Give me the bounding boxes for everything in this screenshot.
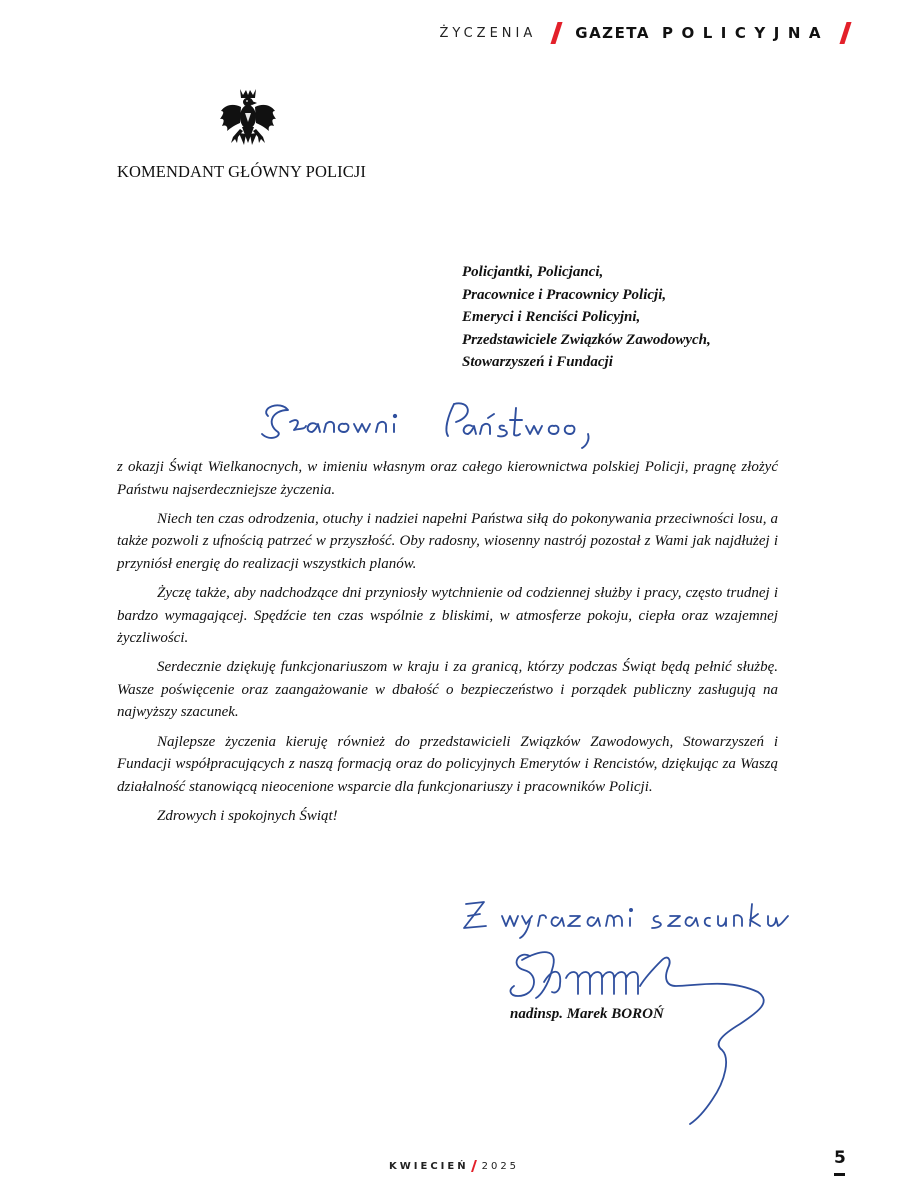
handwritten-signature <box>500 940 790 1130</box>
addressee-line: Stowarzyszeń i Fundacji <box>462 354 613 370</box>
section-label: ŻYCZENIA <box>439 25 537 41</box>
handwritten-closing <box>458 894 828 946</box>
footer-year: 2025 <box>481 1160 520 1172</box>
footer-month: KWIECIEŃ <box>389 1160 469 1172</box>
page-number-underline <box>834 1173 845 1176</box>
addressee-line: Pracownice i Pracownicy Policji, <box>462 286 667 303</box>
addressee-line: Emeryci i Renciści Policyjni, <box>462 309 641 325</box>
page-footer <box>389 1160 519 1172</box>
accent-slash-end <box>839 22 851 44</box>
addressee-block <box>462 261 711 374</box>
body-paragraph: Serdecznie dziękuję funkcjonariuszom w kraju i za granicą, którzy podczas Świąt będą pełnić służbę. Wasze poświęcenie oraz zaangażowanie w dbałość o bezpieczeństwo i porządek publiczny zasługują na najwyższy szacunek. <box>117 659 778 721</box>
body-paragraph: Życzę także, aby nadchodzące dni przyniosły wytchnienie od codziennej służby i pracy, często trudnej i bardzo wymagającej. Spędźcie ten czas wspólnie z bliskimi, w atmosferze pokoju, ciepła oraz wzajemnej życzliwości. <box>117 584 778 647</box>
signer-name: nadinsp. Marek BOROŃ <box>510 1006 664 1022</box>
page-header <box>439 22 848 44</box>
body-paragraph: Niech ten czas odrodzenia, otuchy i nadziei napełni Państwa siłą do pokonywania przeciwności losu, a także pozwoli z ufnością patrzeć w przyszłość. Oby radosny, wiosenny nastrój pozostał z Wami jak najdłużej i przyniósł energię do realizacji wszystkich planów. <box>117 510 778 572</box>
addressee-line: Policjantki, Policjanci, <box>462 264 604 280</box>
handwritten-salutation <box>258 396 618 452</box>
office-title: KOMENDANT GŁÓWNY POLICJI <box>117 162 366 181</box>
body-paragraph: Zdrowych i spokojnych Świąt! <box>157 807 338 824</box>
magazine-title-bold: GAZETA <box>575 24 650 42</box>
page-number: 5 <box>834 1148 846 1168</box>
body-paragraph: Najlepsze życzenia kieruję również do przedstawicieli Związków Zawodowych, Stowarzyszeń i Fundacji współpracujących z naszą formacją oraz do policyjnych Emerytów i Rencistów, dziękując za Waszą działalność stanowiącą nieocenione wsparcie dla funkcjonariuszy i pracowników Policji. <box>117 733 778 795</box>
addressee-line: Przedstawiciele Związków Zawodowych, <box>462 331 711 348</box>
accent-slash <box>551 22 563 44</box>
footer-accent-slash <box>471 1160 477 1172</box>
letter-body <box>117 456 778 834</box>
polish-eagle-emblem-icon <box>219 87 277 149</box>
magazine-title-spaced: POLICYJNA <box>662 24 829 42</box>
body-paragraph: z okazji Świąt Wielkanocnych, w imieniu własnym oraz całego kierownictwa polskiej Policji, pragnę złożyć Państwu najserdeczniejsze życzenia. <box>117 459 778 498</box>
